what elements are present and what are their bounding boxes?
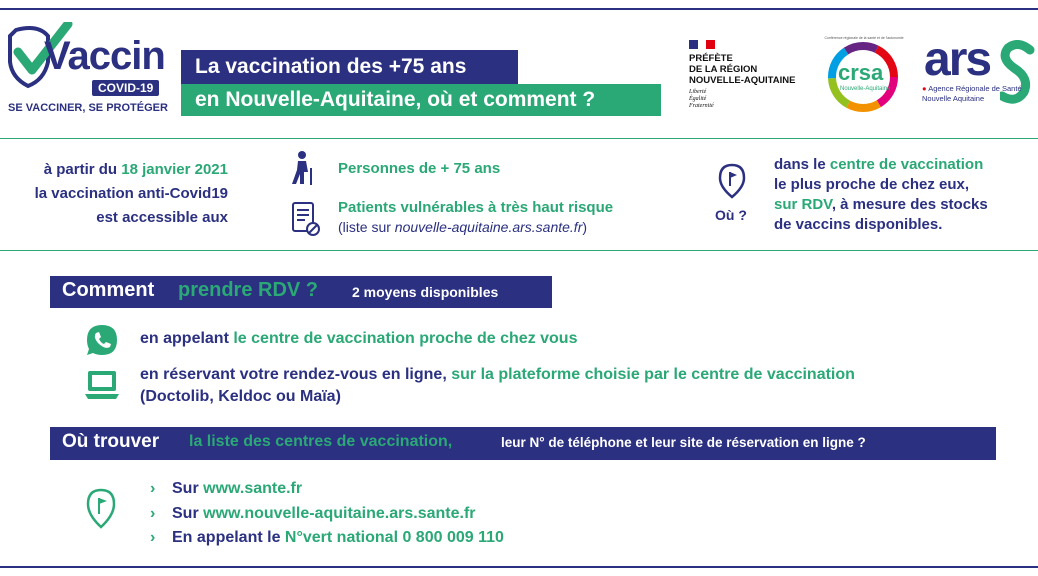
location-pin-icon <box>718 163 746 199</box>
crsa-ring-text: Conférence régionale de la santé et de l'autonomie <box>824 36 904 40</box>
ars-line-2: Nouvelle Aquitaine <box>922 94 985 103</box>
find-banner-c: leur N° de téléphone et leur site de réservation en ligne ? <box>501 435 866 450</box>
find-item: › Sur www.nouvelle-aquitaine.ars.sante.fr <box>150 502 504 527</box>
motto-1: Liberté <box>689 89 707 95</box>
crsa-logo <box>822 38 910 116</box>
rdv-banner-b: prendre RDV ? <box>178 279 319 301</box>
audience-1: Personnes de + 75 ans <box>338 160 501 177</box>
french-flag-icon <box>689 40 715 49</box>
where-label: Où ? <box>715 207 747 223</box>
rdv-banner <box>50 276 552 308</box>
chevron-right-icon: › <box>150 480 156 497</box>
find-banner-b: la liste des centres de vaccination, <box>189 433 453 450</box>
ars-s-icon <box>1000 40 1036 110</box>
find-banner-a: Où trouver <box>62 431 160 452</box>
intro-line2: la vaccination anti-Covid19 <box>34 185 228 202</box>
intro-part1: à partir du <box>43 161 122 178</box>
title-line-2: en Nouvelle-Aquitaine, où et comment ? <box>181 84 661 116</box>
rdv-banner-c: 2 moyens disponibles <box>352 284 499 300</box>
rdv-phone-text: en appelant le centre de vaccination proche de chez vous <box>140 330 578 347</box>
logo-badge: COVID-19 <box>92 80 159 96</box>
find-list <box>150 477 504 551</box>
location-pin-icon <box>86 488 116 530</box>
crsa-name: crsa <box>838 60 884 85</box>
chevron-right-icon: › <box>150 504 156 522</box>
where-text: dans le centre de vaccination le plus proche de chez eux, sur RDV, à mesure des stocks de vaccins disponibles. <box>774 156 988 233</box>
phone-icon <box>85 323 119 357</box>
intro-top-rule <box>0 138 1038 139</box>
intro-text <box>0 158 228 230</box>
bottom-rule <box>0 566 1038 568</box>
vaccin-logo <box>8 20 168 120</box>
motto-3: Fraternité <box>689 103 714 109</box>
find-banner <box>50 427 996 460</box>
intro-bottom-rule <box>0 250 1038 251</box>
prefecture-line-2: DE LA RÉGION <box>689 64 758 75</box>
ars-name: ars <box>924 33 991 86</box>
prefecture-line-3: NOUVELLE-AQUITAINE <box>689 75 796 86</box>
audience-2: Patients vulnérables à très haut risque <box>338 199 614 216</box>
logo-tagline: SE VACCINER, SE PROTÉGER <box>8 102 168 114</box>
sante-link[interactable]: www.sante.fr <box>203 480 303 497</box>
chevron-right-icon: › <box>150 529 156 546</box>
medical-document-icon <box>290 200 322 238</box>
ars-logo <box>922 33 1038 118</box>
ars-line-1: ● Agence Régionale de Santé <box>922 84 1022 93</box>
hotline-number[interactable]: N°vert national 0 800 009 110 <box>284 529 504 546</box>
crsa-sub: Nouvelle-Aquitaine <box>840 86 891 92</box>
title-line-1: La vaccination des +75 ans <box>181 50 518 84</box>
ars-site-link[interactable]: nouvelle-aquitaine.ars.sante.fr <box>394 219 583 235</box>
rdv-banner-a: Comment <box>62 279 155 301</box>
intro-date: 18 janvier 2021 <box>121 161 228 178</box>
audience-2-note: (liste sur nouvelle-aquitaine.ars.sante.fr) <box>338 219 588 235</box>
laptop-icon <box>83 368 121 402</box>
elderly-person-icon <box>290 150 318 186</box>
ars-na-link[interactable]: www.nouvelle-aquitaine.ars.sante.fr <box>203 504 476 522</box>
find-item: › Sur www.sante.fr <box>150 477 504 502</box>
rdv-online-text: en réservant votre rendez-vous en ligne, sur la plateforme choisie par le centre de vaccination (Doctolib, Keldoc ou Maïa) <box>140 366 855 405</box>
prefecture-line-1: PRÉFÈTE <box>689 53 733 64</box>
top-rule <box>0 8 1038 10</box>
intro-line3: est accessible aux <box>96 209 228 226</box>
find-item: › En appelant le N°vert national 0 800 009 110 <box>150 526 504 551</box>
motto-2: Égalité <box>689 96 707 102</box>
logo-word: Vaccin <box>44 34 165 78</box>
prefecture-logo <box>689 40 819 115</box>
